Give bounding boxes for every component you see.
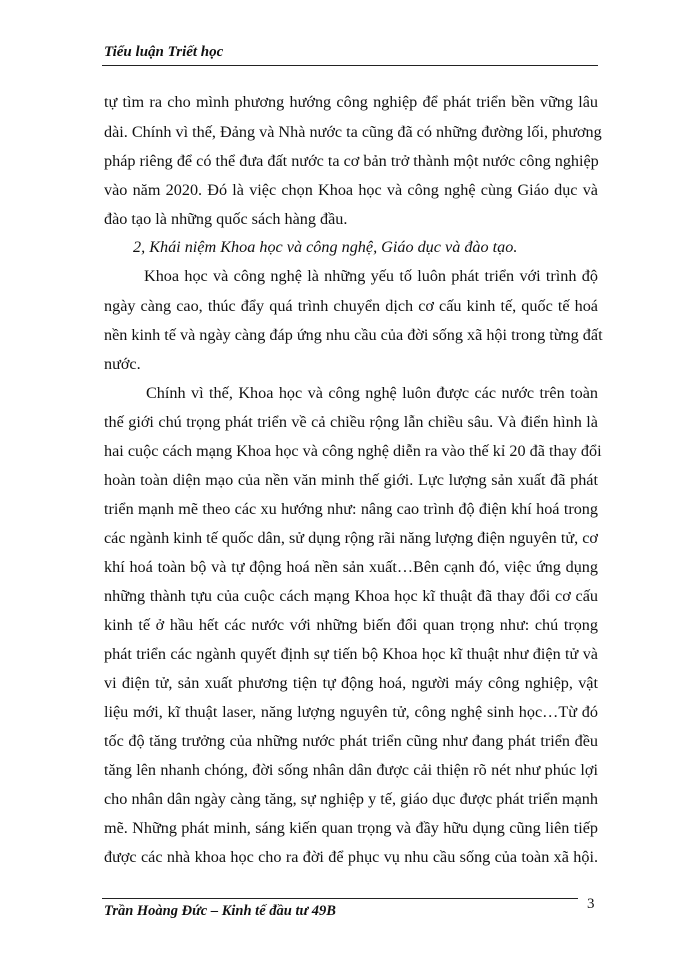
paragraph-line: Chính vì thế, Khoa học và công nghệ luôn được các nước trên toàn — [146, 384, 598, 402]
paragraph-line: liệu mới, kĩ thuật laser, năng lượng nguyên tử, công nghệ sinh học…Từ đó — [104, 703, 598, 721]
paragraph-line: pháp riêng để có thể đưa đất nước ta cơ bản trở thành một nước công nghiệp — [104, 152, 599, 170]
paragraph-line: mẽ. Những phát minh, sáng kiến quan trọng và đầy hữu dụng cũng liên tiếp — [104, 819, 598, 837]
footer-divider — [102, 898, 578, 899]
paragraph-line: cho nhân dân ngày càng tăng, sự nghiệp y tế, giáo dục được phát triển mạnh — [104, 790, 598, 808]
paragraph-line: hai cuộc cách mạng Khoa học và công nghệ diễn ra vào thế kỉ 20 đã thay đổi — [104, 442, 602, 460]
paragraph-line: vào năm 2020. Đó là việc chọn Khoa học và công nghệ cùng Giáo dục và — [104, 181, 598, 199]
paragraph-line: dài. Chính vì thế, Đảng và Nhà nước ta cũng đã có những đường lối, phương — [104, 123, 602, 141]
paragraph-line: tự tìm ra cho mình phương hướng công nghiệp để phát triển bền vững lâu — [104, 93, 598, 111]
paragraph-line: thế giới chú trọng phát triển về cả chiều rộng lẫn chiều sâu. Và điển hình là — [104, 413, 598, 431]
paragraph-line: được các nhà khoa học cho ra đời để phục vụ nhu cầu sống của toàn xã hội. — [104, 848, 598, 866]
paragraph-line: nước. — [104, 355, 141, 373]
page-number: 3 — [587, 896, 595, 912]
paragraph-line: các ngành kinh tế quốc dân, sử dụng rộng rãi năng lượng điện nguyên tử, cơ — [104, 529, 598, 547]
header-title: Tiểu luận Triết học — [104, 44, 224, 60]
paragraph-line: nền kinh tế và ngày càng đáp ứng nhu cầu của đời sống xã hội trong từng đất — [104, 326, 603, 344]
header-divider — [102, 65, 598, 66]
paragraph-line: Khoa học và công nghệ là những yếu tố luôn phát triển với trình độ — [144, 267, 598, 285]
paragraph-line: triển mạnh mẽ theo các xu hướng như: nâng cao trình độ điện khí hoá trong — [104, 500, 598, 518]
paragraph-line: tốc độ tăng trưởng của những nước phát triển cũng như đang phát triển đều — [104, 732, 598, 750]
paragraph-line: tăng lên nhanh chóng, đời sống nhân dân được cải thiện rõ nét như phúc lợi — [104, 761, 598, 779]
paragraph-line: phát triển các ngành quyết định sự tiến bộ Khoa học kĩ thuật như điện tử và — [104, 645, 598, 663]
paragraph-line: hoàn toàn diện mạo của nền văn minh thế giới. Lực lượng sản xuất đã phát — [104, 471, 598, 489]
paragraph-line: ngày càng cao, thúc đẩy quá trình chuyển dịch cơ cấu kinh tế, quốc tế hoá — [104, 297, 598, 315]
paragraph-line: vi điện tử, sản xuất phương tiện tự động hoá, người máy công nghiệp, vật — [104, 674, 598, 692]
paragraph-line: kinh tế ở hầu hết các nước với những biến đổi quan trọng như: chú trọng — [104, 616, 598, 634]
paragraph-line: những thành tựu của cuộc cách mạng Khoa học kĩ thuật đã thay đổi cơ cấu — [104, 587, 598, 605]
footer-author: Trần Hoàng Đức – Kinh tế đầu tư 49B — [104, 903, 336, 919]
section-heading: 2, Khái niệm Khoa học và công nghệ, Giáo dục và đào tạo. — [133, 238, 518, 256]
paragraph-line: khí hoá toàn bộ và tự động hoá nền sản xuất…Bên cạnh đó, việc ứng dụng — [104, 558, 598, 576]
paragraph-line: đào tạo là những quốc sách hàng đầu. — [104, 210, 348, 228]
